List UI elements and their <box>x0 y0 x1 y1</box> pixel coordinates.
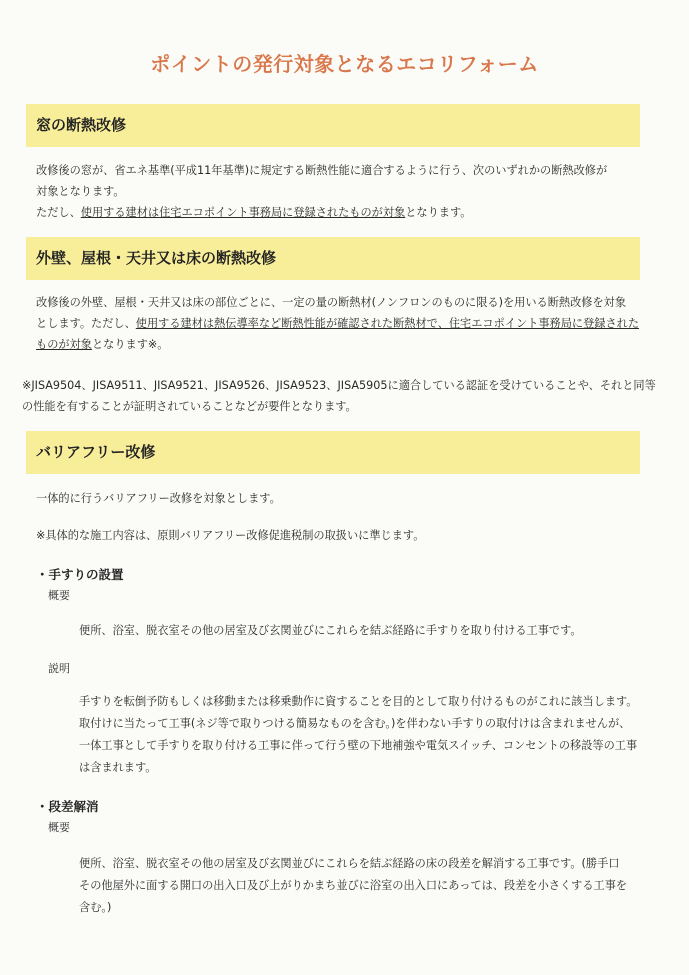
barrier-paragraph-1: 一体的に行うバリアフリー改修を対象とします。 <box>36 492 281 505</box>
step-overview-line-3: 含む。) <box>79 901 112 914</box>
walls-note-line-2: の性能を有することが証明されていることなどが要件となります。 <box>22 400 357 413</box>
handrail-title: ・手すりの設置 <box>36 567 124 582</box>
handrail-explain-line-4: は含まれます。 <box>79 761 157 774</box>
windows-line-3-underlined: 使用する建材は住宅エコポイント事務局に登録されたものが対象 <box>80 206 406 219</box>
step-title: ・段差解消 <box>36 799 99 814</box>
step-overview-text <box>79 853 664 919</box>
walls-line-3-underlined: ものが対象 <box>36 338 92 351</box>
section-heading-barrier-free: バリアフリー改修 <box>26 431 640 474</box>
windows-line-3-post: となります。 <box>405 206 472 219</box>
walls-line-1: 改修後の外壁、屋根・天井又は床の部位ごとに、一定の量の断熱材(ノンフロンのものに限る)を用いる断熱改修を対象 <box>36 296 627 309</box>
step-overview-line-1: 便所、浴室、脱衣室その他の居室及び玄関並びにこれらを結ぶ経路の床の段差を解消する工事です。(勝手口 <box>79 857 620 870</box>
walls-line-2-underlined: 使用する建材は熱伝導率など断熱性能が確認された断熱材で、住宅エコポイント事務局に登録された <box>135 317 640 330</box>
section-heading-walls: 外壁、屋根・天井又は床の断熱改修 <box>26 237 640 280</box>
barrier-paragraph-2: ※具体的な施工内容は、原則バリアフリー改修促進税制の取扱いに準じます。 <box>36 529 425 542</box>
walls-line-3-post: となります※。 <box>91 338 169 351</box>
page-title: ポイントの発行対象となるエコリフォーム <box>150 52 539 76</box>
walls-paragraph <box>36 292 646 355</box>
section-heading-windows: 窓の断熱改修 <box>26 104 640 147</box>
handrail-explain-line-2: 取付けに当たって工事(ネジ等で取りつける簡易なものを含む。)を伴わない手すりの取付けは含まれませんが、 <box>79 717 631 730</box>
handrail-explain-line-1: 手すりを転倒予防もしくは移動または移乗動作に資することを目的として取り付けるものがこれに該当します。 <box>79 695 638 708</box>
windows-line-3-pre: ただし、 <box>36 206 81 219</box>
handrail-overview-text: 便所、浴室、脱衣室その他の居室及び玄関並びにこれらを結ぶ経路に手すりを取り付ける工事です。 <box>79 624 582 637</box>
windows-line-3 <box>36 202 646 223</box>
walls-note <box>22 375 662 417</box>
windows-line-1: 改修後の窓が、省エネ基準(平成11年基準)に規定する断熱性能に適合するように行う、次のいずれかの断熱改修が <box>36 164 608 177</box>
handrail-explain-label: 説明 <box>48 662 70 675</box>
windows-line-2: 対象となります。 <box>36 185 125 198</box>
walls-line-2-pre: とします。ただし、 <box>36 317 136 330</box>
walls-line-2 <box>36 313 646 334</box>
walls-line-3 <box>36 334 646 355</box>
windows-paragraph <box>36 160 646 223</box>
walls-note-line-1: ※JISA9504、JISA9511、JISA9521、JISA9526、JISA9523、JISA5905に適合している認証を受けていることや、それと同等 <box>22 379 656 392</box>
step-overview-line-2: その他屋外に面する開口の出入口及び上がりかまち並びに浴室の出入口にあっては、段差を小さくする工事を <box>79 879 628 892</box>
handrail-overview-label: 概要 <box>48 589 70 602</box>
handrail-explain-line-3: 一体工事として手すりを取り付ける工事に伴って行う壁の下地補強や電気スイッチ、コンセントの移設等の工事 <box>79 739 638 752</box>
handrail-explain-text <box>79 691 664 779</box>
step-overview-label: 概要 <box>48 821 70 834</box>
